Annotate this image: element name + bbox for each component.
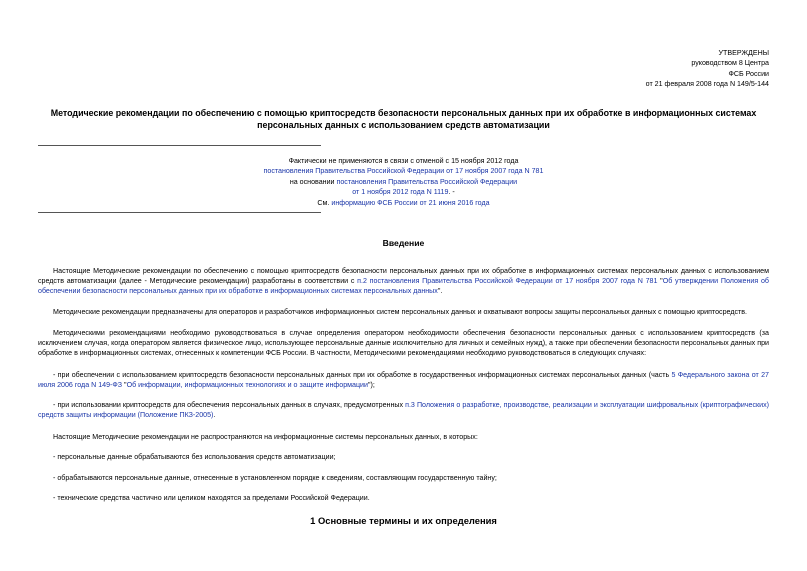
status-link-decree-781[interactable]: постановления Правительства Российской Федерации от 17 ноября 2007 года N 781 xyxy=(263,167,544,176)
document-title: Методические рекомендации по обеспечению с помощью криптосредств безопасности персональных данных при их обработке в информационных системах персональных данных с использованием средств автоматизации xyxy=(50,108,757,130)
section-1-heading: 1 Основные термины и их определения xyxy=(310,515,497,526)
link-law-title[interactable]: Об информации, информационных технологиях и о защите информации xyxy=(126,381,368,390)
status-link-fsb-info[interactable]: информацию ФСБ России от 21 июня 2016 года xyxy=(331,198,490,207)
paragraph-1 xyxy=(38,266,769,296)
link-federal-law-149[interactable]: 5 Федерального закона от 27 июля 2006 года N 149-ФЗ xyxy=(38,371,769,390)
status-link-decree[interactable]: постановления Правительства Российской Федерации xyxy=(336,177,518,186)
link-pkz-2005[interactable]: п.3 Положения о разработке, производстве, реализации и эксплуатации шифровальных (криптографических) средств защиты информации (Положение ПКЗ-2005) xyxy=(38,401,769,420)
status-text-basis: на основании xyxy=(289,177,337,186)
status-line-3 xyxy=(38,177,769,187)
status-line-1: Фактически не применяются в связи с отменой с 15 ноября 2012 года xyxy=(288,157,519,165)
paragraph-3: Методическими рекомендациями необходимо руководствоваться в случае определения оператором необходимости обеспечения безопасности персональных данных с использованием криптосредств (за исключением случая, когда оператором является физическое лицо, использующее персональные данные исключительно для личных и семейных нужд), а также при обеспечении безопасности персональных данных при обработке в информационных системах, отнесенных к компетенции ФСБ России. В частности, Методическими рекомендациями необходимо руководствоваться в следующих случаях: xyxy=(38,329,769,358)
approval-line-2: руководством 8 Центра xyxy=(691,59,769,68)
approval-block xyxy=(646,48,769,90)
approval-line-4: от 21 февраля 2008 года N 149/5-144 xyxy=(645,80,769,89)
status-link-decree-1119[interactable]: от 1 ноября 2012 года N 1119 xyxy=(352,188,449,197)
paragraph-4-text: - при обеспечении с использованием криптосредств безопасности персональных данных при их обработке в государственных информационных системах персональных данных (часть xyxy=(53,371,672,379)
paragraph-4-quote: " xyxy=(122,381,127,390)
status-line-4 xyxy=(38,187,769,197)
approval-line-3: ФСБ России xyxy=(728,69,769,78)
divider-top xyxy=(38,145,321,146)
paragraph-6: Настоящие Методические рекомендации не распространяются на информационные системы персональных данных, в которых: xyxy=(53,433,478,441)
status-line-5 xyxy=(38,198,769,208)
paragraph-5 xyxy=(38,400,769,420)
status-note xyxy=(38,156,769,208)
status-text-tail: . - xyxy=(448,188,455,197)
link-decree-781-p2[interactable]: п.2 постановления Правительства Российской Федерации от 17 ноября 2007 года N 781 xyxy=(357,277,658,286)
paragraph-5-end: . xyxy=(213,411,216,420)
paragraph-1-end: ". xyxy=(437,287,443,296)
status-text-see: См. xyxy=(317,198,332,207)
approval-line-1: УТВЕРЖДЕНЫ xyxy=(718,49,769,57)
paragraph-9: - технические средства частично или целиком находятся за пределами Российской Федерации. xyxy=(53,494,370,502)
paragraph-2: Методические рекомендации предназначены для операторов и разработчиков информационных систем персональных данных и охватывают вопросы защиты персональных данных с помощью криптосредств. xyxy=(53,308,748,316)
status-line-2 xyxy=(38,166,769,176)
paragraph-8: - обрабатываются персональные данные, отнесенные в установленном порядке к сведениям, составляющим государственную тайну; xyxy=(53,474,497,482)
paragraph-5-text: - при использовании криптосредств для обеспечения персональных данных в случаях, предусмотренных xyxy=(53,401,406,409)
paragraph-7: - персональные данные обрабатываются без использования средств автоматизации; xyxy=(53,453,336,461)
link-regulation-title[interactable]: Об утверждении Положения об обеспечении безопасности персональных данных при их обработке в информационных системах персональных данных xyxy=(38,277,769,296)
paragraph-4 xyxy=(38,370,769,390)
paragraph-4-end: "); xyxy=(367,381,375,390)
paragraph-1-text: Настоящие Методические рекомендации по обеспечению с помощью криптосредств безопасности персональных данных при их обработке в информационных системах персональных данных с использованием средств автоматизации (далее - Методические рекомендации) разработаны в соответствии с xyxy=(38,267,769,286)
intro-heading: Введение xyxy=(382,238,425,248)
paragraph-1-quote: " xyxy=(657,277,663,286)
divider-bottom xyxy=(38,212,321,213)
